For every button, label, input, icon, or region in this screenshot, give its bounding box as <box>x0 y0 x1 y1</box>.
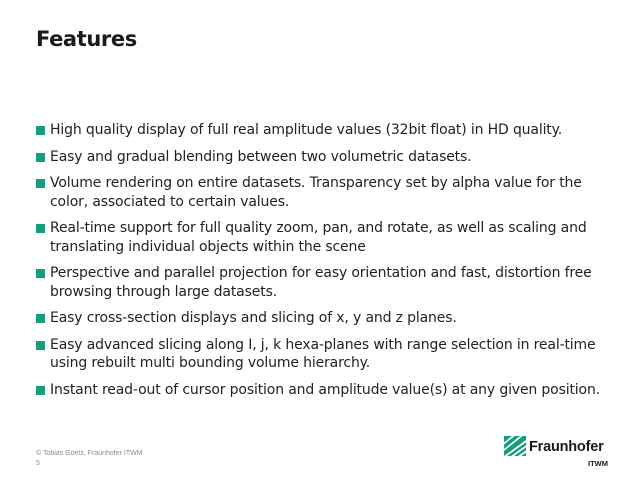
square-bullet-icon <box>36 386 45 395</box>
bullet-text: Real-time support for full quality zoom, pan, and rotate, as well as scaling and translating individual objects within the scene <box>50 220 587 255</box>
logo-name: Fraunhofer <box>529 439 604 455</box>
bullet-text: Easy advanced slicing along I, j, k hexa-planes with range selection in real-time using rebuilt multi bounding volume hierarchy. <box>50 336 596 371</box>
bullet-text: Volume rendering on entire datasets. Transparency set by alpha value for the color, associated to certain values. <box>50 175 582 210</box>
bullet-text: High quality display of full real amplitude values (32bit float) in HD quality. <box>50 122 563 138</box>
slide-title: Features <box>36 27 137 51</box>
square-bullet-icon <box>36 314 45 323</box>
page-number: 5 <box>36 460 40 467</box>
list-item <box>36 174 606 211</box>
list-item <box>36 219 606 256</box>
square-bullet-icon <box>36 126 45 135</box>
fraunhofer-logo-mark <box>504 436 526 456</box>
bullet-text: Easy cross-section displays and slicing of x, y and z planes. <box>50 310 457 326</box>
list-item <box>36 148 606 167</box>
feature-list <box>36 121 606 407</box>
list-item <box>36 336 606 373</box>
square-bullet-icon <box>36 269 45 278</box>
list-item <box>36 309 606 328</box>
list-item <box>36 381 606 400</box>
square-bullet-icon <box>36 341 45 350</box>
slide-footer <box>36 449 143 469</box>
square-bullet-icon <box>36 224 45 233</box>
logo-institute: ITWM <box>588 459 608 468</box>
fraunhofer-logo <box>504 436 614 470</box>
bullet-text: Instant read-out of cursor position and amplitude value(s) at any given position. <box>50 381 600 398</box>
square-bullet-icon <box>36 153 45 162</box>
bullet-text: Perspective and parallel projection for easy orientation and fast, distortion free browsing through large datasets. <box>50 265 592 300</box>
list-item <box>36 121 606 140</box>
bullet-text: Easy and gradual blending between two volumetric datasets. <box>50 148 472 165</box>
square-bullet-icon <box>36 179 45 188</box>
copyright-text: © Tobias Goetz, Fraunhofer ITWM <box>36 450 143 457</box>
list-item <box>36 264 606 301</box>
